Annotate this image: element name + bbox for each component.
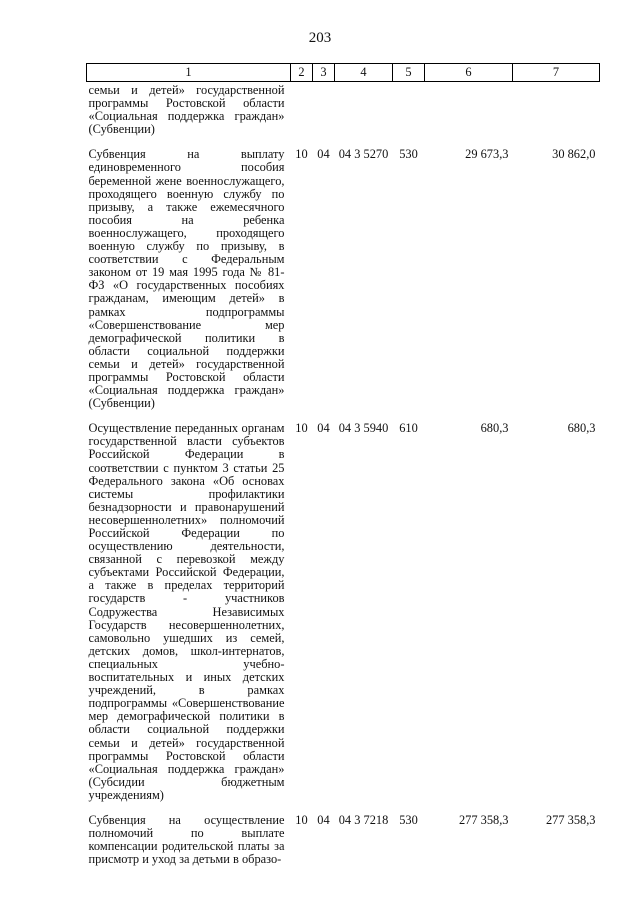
column-header: 4 (335, 64, 393, 82)
row-target-article: 04 3 7218 (338, 812, 389, 827)
row-target-article: 04 3 5940 (338, 421, 389, 436)
row-expense-type (393, 82, 425, 137)
row-amount-year1 (425, 82, 513, 137)
row-amount-year1: 29 673,3 (465, 147, 509, 162)
row-description: Осуществление переданных органам государственной власти субъектов Российской Федерации в соответствии с пунктом 3 статьи 25 Федерального закона «Об основах системы профилактики безнадзорности и правонарушений несовершеннолетних» полномочий Российской Федерации по осуществлению деятельности, связанной с перевозкой между субъектами Российской Федерации, а также в пределах территорий государств - участников Содружества Независимых Государств несовершеннолетних, самовольно ушедших из семей, детских домов, школ-интернатов, специальных учебно-воспитательных и иных детских учреждений, в рамках подпрограммы «Совершенствование мер демографической политики в области социальной поддержки семьи и детей» государственной программы Ростовской области «Социальная поддержка граждан» (Субсидии бюджетным учреждениям) (88, 421, 285, 802)
row-section: 10 (295, 421, 308, 436)
table-row (87, 802, 600, 866)
row-section (291, 82, 313, 137)
row-amount-year2: 30 862,0 (552, 147, 596, 162)
row-amount-year1: 680,3 (480, 421, 509, 436)
row-amount-year1: 277 358,3 (458, 812, 509, 827)
table-row (87, 410, 600, 802)
row-expense-type: 530 (399, 812, 418, 827)
row-subsection: 04 (317, 812, 330, 827)
row-amount-year2: 680,3 (567, 421, 596, 436)
row-target-article: 04 3 5270 (338, 147, 389, 162)
row-section: 10 (295, 147, 308, 162)
row-description: семьи и детей» государственной программы Ростовской области «Социальная поддержка граждан» (Субвенции) (88, 83, 285, 137)
row-amount-year2: 277 358,3 (545, 812, 596, 827)
table-row (87, 136, 600, 410)
row-subsection: 04 (317, 147, 330, 162)
column-header: 3 (313, 64, 335, 82)
column-header: 1 (87, 64, 291, 82)
column-header: 7 (513, 64, 600, 82)
row-expense-type: 530 (399, 147, 418, 162)
row-target-article (335, 82, 393, 137)
row-subsection (313, 82, 335, 137)
budget-table (86, 63, 600, 866)
row-amount-year2 (513, 82, 600, 137)
row-description: Субвенция на осуществление полномочий по выплате компенсации родительской платы за присмотр и уход за детьми в образо- (88, 812, 285, 867)
row-description: Субвенция на выплату единовременного пособия беременной жене военнослужащего, проходящего военную службу по призыву, а также ежемесячного пособия на ребенка военнослужащего, проходящего военную службу по призыву, в соответствии с Федеральным законом от 19 мая 1995 года № 81-ФЗ «О государственных пособиях гражданам, имеющим детей» в рамках подпрограммы «Совершенствование мер демографической политики в области социальной поддержки семьи и детей» государственной программы Ростовской области «Социальная поддержка граждан» (Субвенции) (88, 147, 285, 411)
table-row (87, 82, 600, 137)
column-header: 5 (393, 64, 425, 82)
page-number: 203 (308, 30, 332, 46)
table-header-row (87, 64, 600, 82)
row-expense-type: 610 (399, 421, 418, 436)
row-section: 10 (295, 812, 308, 827)
column-header: 6 (425, 64, 513, 82)
column-header: 2 (291, 64, 313, 82)
row-subsection: 04 (317, 421, 330, 436)
